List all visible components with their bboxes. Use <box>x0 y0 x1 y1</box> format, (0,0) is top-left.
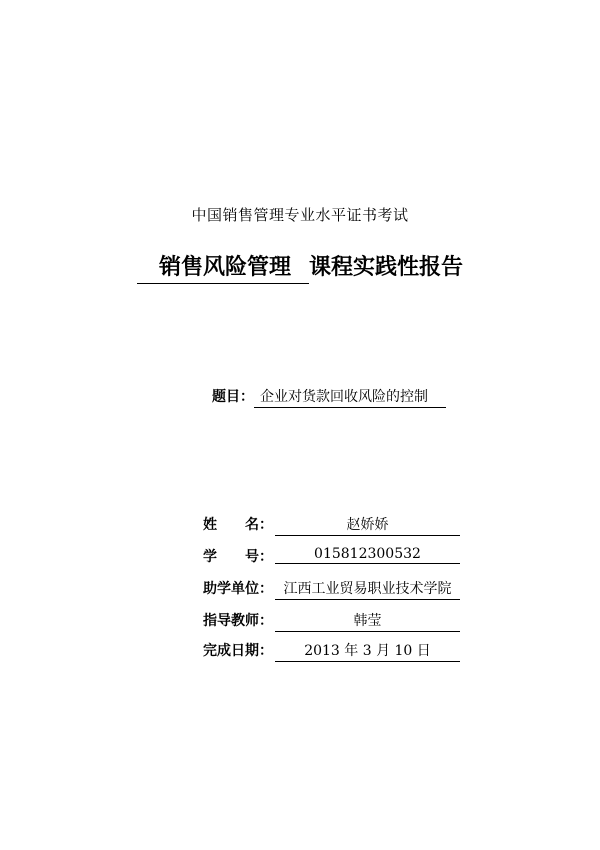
report-title-suffix: 课程实践性报告 <box>309 255 464 280</box>
topic-value: 企业对货款回收风险的控制 <box>254 386 446 408</box>
unit-value: 江西工业贸易职业技术学院 <box>275 578 460 600</box>
student-id-value: 015812300532 <box>275 546 460 564</box>
date-label: 完成日期： <box>203 643 273 659</box>
name-label-part-2: 名： <box>245 517 273 533</box>
unit-label: 助学单位： <box>203 581 273 597</box>
info-row-date <box>203 640 463 660</box>
course-name: 销售风险管理 <box>137 255 309 284</box>
advisor-label: 指导教师： <box>203 613 273 629</box>
name-label <box>203 514 273 534</box>
advisor-value: 韩莹 <box>275 610 460 632</box>
student-id-label-part-1: 学 <box>203 549 217 565</box>
student-id-label <box>203 546 273 566</box>
exam-title: 中国销售管理专业水平证书考试 <box>191 206 409 224</box>
report-title <box>0 255 600 284</box>
info-row-name <box>203 514 463 534</box>
topic-row <box>212 386 446 408</box>
student-id-label-part-2: 号： <box>245 549 273 565</box>
name-label-part-1: 姓 <box>203 517 217 533</box>
info-row-unit <box>203 578 463 598</box>
info-row-student-id <box>203 546 463 566</box>
info-row-advisor <box>203 610 463 630</box>
topic-label: 题目： <box>212 389 254 405</box>
date-value: 2013 年 3 月 10 日 <box>275 640 460 662</box>
name-value: 赵娇娇 <box>275 514 460 536</box>
